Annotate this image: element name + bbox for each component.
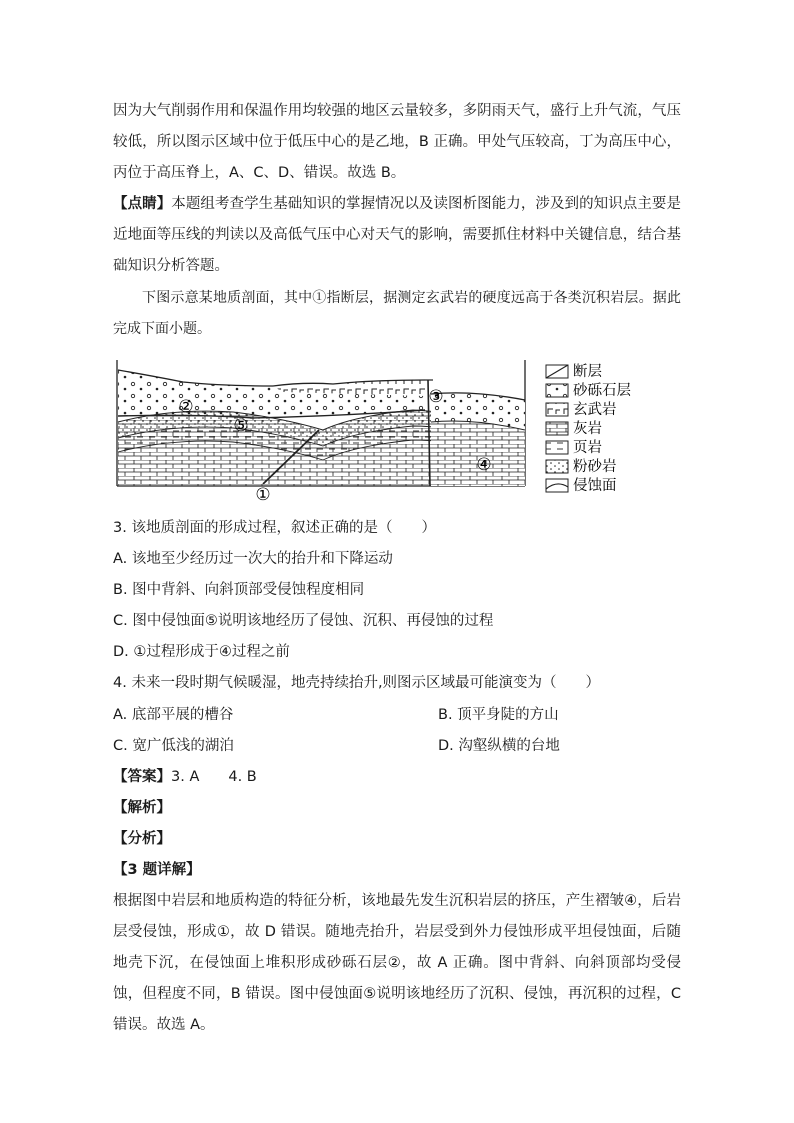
legend-fault: 断层 (573, 364, 602, 380)
q4-stem: 4. 未来一段时期气候暖湿，地壳持续抬升,则图示区域最可能演变为（ ） (113, 675, 601, 691)
fenxi-tag: 【分析】 (113, 831, 171, 847)
legend-swatch-basalt (546, 403, 568, 416)
legend-gravel: 砂砾石层 (573, 383, 631, 399)
label-4: ④ (476, 455, 492, 475)
q4-option-d: D. 沟壑纵横的台地 (438, 738, 560, 754)
legend-basalt: 玄武岩 (573, 402, 617, 418)
geologic-section-figure (113, 356, 645, 504)
answer-tag: 【答案】 (113, 769, 171, 785)
analysis-tag: 【解析】 (113, 800, 171, 816)
q3-option-a: A. 该地至少经历过一次大的抬升和下降运动 (113, 551, 393, 567)
legend-shale: 页岩 (573, 440, 602, 456)
tip-text: 本题组考查学生基础知识的掌握情况以及读图析图能力，涉及到的知识点主要是近地面等压线的判读以及高低气压中心对天气的影响，需要抓住材料中关键信息，结合基础知识分析答题。 (113, 196, 681, 274)
legend-limestone: 灰岩 (573, 421, 602, 437)
label-1: ① (255, 485, 271, 504)
q3-option-c: C. 图中侵蚀面⑤说明该地经历了侵蚀、沉积、再侵蚀的过程 (113, 613, 494, 629)
answer-text: 3. A 4. B (171, 769, 257, 785)
q3-stem: 3. 该地质剖面的形成过程，叙述正确的是（ ） (113, 520, 436, 536)
q3-option-d: D. ①过程形成于④过程之前 (113, 644, 290, 660)
legend (546, 363, 631, 494)
legend-swatch-limestone (546, 422, 568, 435)
label-2: ② (178, 397, 194, 417)
q4-option-c: C. 宽广低浅的湖泊 (113, 738, 234, 754)
tip-tag: 【点睛】 (113, 196, 172, 212)
detail-tag: 【3 题详解】 (113, 862, 201, 878)
answer-line (113, 767, 257, 787)
legend-swatch-siltstone (546, 460, 568, 473)
legend-swatch-gravel (546, 384, 568, 397)
legend-erosion: 侵蚀面 (573, 478, 617, 494)
label-3: ③ (428, 387, 444, 407)
tip-paragraph (113, 189, 681, 282)
legend-swatch-shale (546, 441, 568, 454)
paragraph-top: 因为大气削弱作用和保温作用均较强的地区云量较多，多阴雨天气，盛行上升气流，气压较低，所以图示区域中位于低压中心的是乙地，B 正确。甲处气压较高，丁为高压中心，丙位于高压脊上，A、C、D、错误。故选 B。 (113, 103, 681, 181)
q4-option-a: A. 底部平展的槽谷 (113, 707, 234, 723)
q4-option-b: B. 顶平身陡的方山 (438, 707, 559, 723)
detail-paragraph: 根据图中岩层和地质构造的特征分析，该地最先发生沉积岩层的挤压，产生褶皱④，后岩层受侵蚀，形成①，故 D 错误。随地壳抬升，岩层受到外力侵蚀形成平坦侵蚀面，后随地壳下沉，在侵蚀面上堆积形成砂砾石层②，故 A 正确。图中背斜、向斜顶部均受侵蚀，但程度不同，B 错误。图中侵蚀面⑤说明该地经历了沉积、侵蚀，再沉积的过程，C 错误。故选 A。 (113, 893, 681, 1033)
legend-siltstone: 粉砂岩 (573, 459, 617, 475)
label-5: ⑤ (233, 416, 249, 436)
figure-intro: 下图示意某地质剖面，其中①指断层，据测定玄武岩的硬度远高于各类沉积岩层。据此完成下面小题。 (113, 290, 681, 337)
q3-option-b: B. 图中背斜、向斜顶部受侵蚀程度相同 (113, 582, 365, 598)
limestone-layer-right (431, 421, 525, 486)
